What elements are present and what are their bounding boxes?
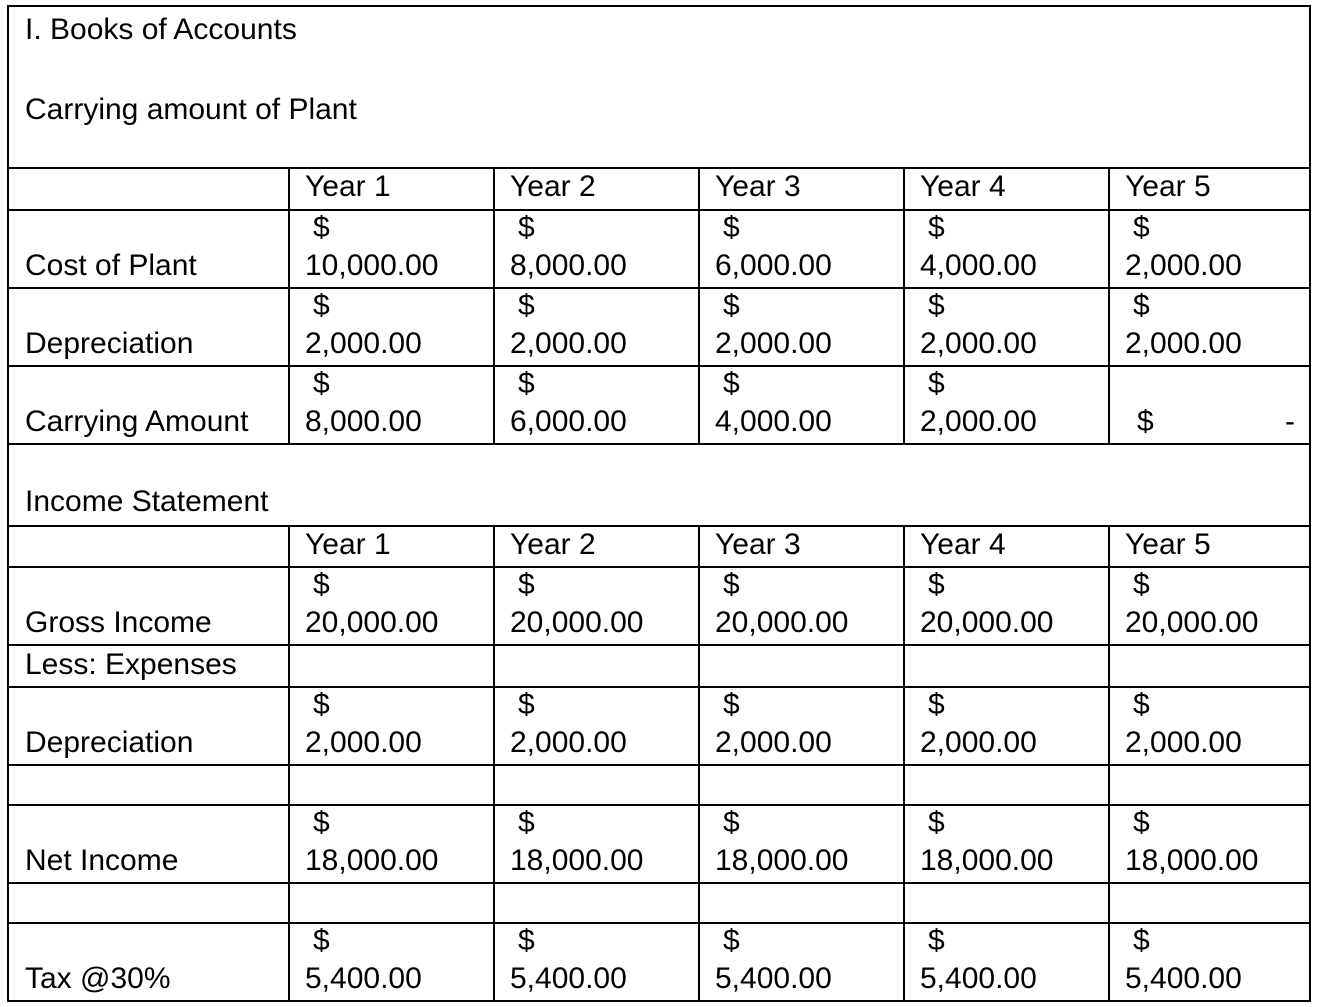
cell-value: 20,000.00 [715, 606, 849, 639]
grid-column-rule [288, 167, 290, 443]
cell-value: 18,000.00 [920, 844, 1054, 877]
year-header: Year 1 [305, 170, 391, 203]
currency-symbol: $ [928, 688, 945, 721]
currency-symbol: $ [518, 211, 535, 244]
currency-symbol: $ [723, 568, 740, 601]
cell-value: 2,000.00 [715, 726, 832, 759]
grid-rule [9, 525, 1309, 527]
grid-rule [9, 644, 1309, 646]
page-title: I. Books of Accounts [25, 13, 297, 46]
cell-value: 2,000.00 [920, 726, 1037, 759]
grid-column-rule [288, 525, 290, 1002]
currency-symbol: $ [723, 289, 740, 322]
grid-rule [9, 443, 1309, 445]
year-header: Year 1 [305, 528, 391, 561]
row-label: Gross Income [25, 606, 212, 639]
currency-symbol: $ [518, 924, 535, 957]
cell-value: 4,000.00 [920, 249, 1037, 282]
cell-value: 2,000.00 [305, 327, 422, 360]
year-header: Year 5 [1125, 170, 1211, 203]
cell-value: 5,400.00 [510, 962, 627, 995]
grid-rule [9, 804, 1309, 806]
cell-value: 20,000.00 [305, 606, 439, 639]
currency-symbol: $ [1133, 568, 1150, 601]
grid-column-rule [903, 167, 905, 443]
currency-symbol: $ [928, 924, 945, 957]
cell-value: 2,000.00 [920, 405, 1037, 438]
currency-symbol: $ [928, 568, 945, 601]
cell-value: 5,400.00 [1125, 962, 1242, 995]
grid-column-rule [1108, 525, 1110, 1002]
currency-symbol: $ [313, 688, 330, 721]
currency-symbol: $ [518, 367, 535, 400]
year-header: Year 3 [715, 528, 801, 561]
cell-value: 2,000.00 [510, 726, 627, 759]
cell-value: 2,000.00 [305, 726, 422, 759]
currency-symbol: $ [1133, 924, 1150, 957]
currency-symbol: $ [313, 568, 330, 601]
cell-value: 2,000.00 [1125, 249, 1242, 282]
currency-symbol: $ [928, 806, 945, 839]
currency-symbol: $ [723, 688, 740, 721]
currency-symbol: $ [928, 289, 945, 322]
accounts-worksheet [7, 5, 1311, 1002]
cell-value: 8,000.00 [305, 405, 422, 438]
cell-value: 4,000.00 [715, 405, 832, 438]
currency-symbol: $ [1133, 211, 1150, 244]
row-label: Net Income [25, 844, 179, 877]
cell-value: 2,000.00 [1125, 327, 1242, 360]
cell-value: 2,000.00 [510, 327, 627, 360]
grid-column-rule [698, 167, 700, 443]
grid-rule [9, 287, 1309, 289]
cell-value: 6,000.00 [510, 405, 627, 438]
currency-symbol: $ [1133, 289, 1150, 322]
cell-value: 10,000.00 [305, 249, 439, 282]
cell-value: 6,000.00 [715, 249, 832, 282]
income-section-title: Income Statement [25, 485, 269, 518]
row-label: Cost of Plant [25, 249, 197, 282]
year-header: Year 4 [920, 170, 1006, 203]
currency-symbol: $ [928, 367, 945, 400]
currency-symbol: $ [723, 806, 740, 839]
grid-column-rule [1108, 167, 1110, 443]
currency-symbol: $ [313, 924, 330, 957]
row-label: Carrying Amount [25, 405, 249, 438]
grid-rule [9, 566, 1309, 568]
row-label: Depreciation [25, 726, 194, 759]
cell-value: 2,000.00 [1125, 726, 1242, 759]
cell-value: 8,000.00 [510, 249, 627, 282]
currency-symbol: $ [313, 289, 330, 322]
cell-value: 18,000.00 [510, 844, 644, 877]
cell-value: 18,000.00 [715, 844, 849, 877]
plant-section-title: Carrying amount of Plant [25, 93, 357, 126]
grid-rule [9, 686, 1309, 688]
year-header: Year 2 [510, 170, 596, 203]
grid-rule [9, 922, 1309, 924]
cell-value: 5,400.00 [305, 962, 422, 995]
row-label: Depreciation [25, 327, 194, 360]
year-header: Year 3 [715, 170, 801, 203]
currency-symbol: $ [518, 806, 535, 839]
currency-symbol: $ [313, 806, 330, 839]
currency-symbol: $ [928, 211, 945, 244]
grid-column-rule [698, 525, 700, 1002]
row-label: Less: Expenses [25, 648, 237, 681]
currency-symbol: $ [518, 568, 535, 601]
currency-symbol: $ [518, 688, 535, 721]
cell-value: 20,000.00 [1125, 606, 1259, 639]
year-header: Year 4 [920, 528, 1006, 561]
grid-rule [9, 764, 1309, 766]
currency-symbol: $ [313, 367, 330, 400]
row-label: Tax @30% [25, 962, 171, 995]
cell-value: 20,000.00 [510, 606, 644, 639]
currency-symbol: $ [1133, 806, 1150, 839]
grid-column-rule [493, 167, 495, 443]
cell-value: 5,400.00 [920, 962, 1037, 995]
grid-column-rule [493, 525, 495, 1002]
cell-value: 18,000.00 [1125, 844, 1259, 877]
title-block [9, 7, 1309, 167]
currency-symbol: $ [1133, 688, 1150, 721]
grid-rule [9, 209, 1309, 211]
cell-value: 20,000.00 [920, 606, 1054, 639]
currency-symbol: $ [518, 289, 535, 322]
cell-value: 2,000.00 [715, 327, 832, 360]
grid-column-rule [903, 525, 905, 1002]
currency-symbol: $ [313, 211, 330, 244]
grid-rule [9, 365, 1309, 367]
cell-value: 5,400.00 [715, 962, 832, 995]
year-header: Year 5 [1125, 528, 1211, 561]
currency-symbol: $ [723, 924, 740, 957]
grid-rule [9, 167, 1309, 169]
year-header: Year 2 [510, 528, 596, 561]
currency-symbol: $ [723, 367, 740, 400]
cell-value: 2,000.00 [920, 327, 1037, 360]
cell-value: - [1285, 405, 1295, 438]
currency-symbol: $ [723, 211, 740, 244]
currency-symbol: $ [1137, 405, 1154, 438]
cell-value: 18,000.00 [305, 844, 439, 877]
grid-rule [9, 882, 1309, 884]
